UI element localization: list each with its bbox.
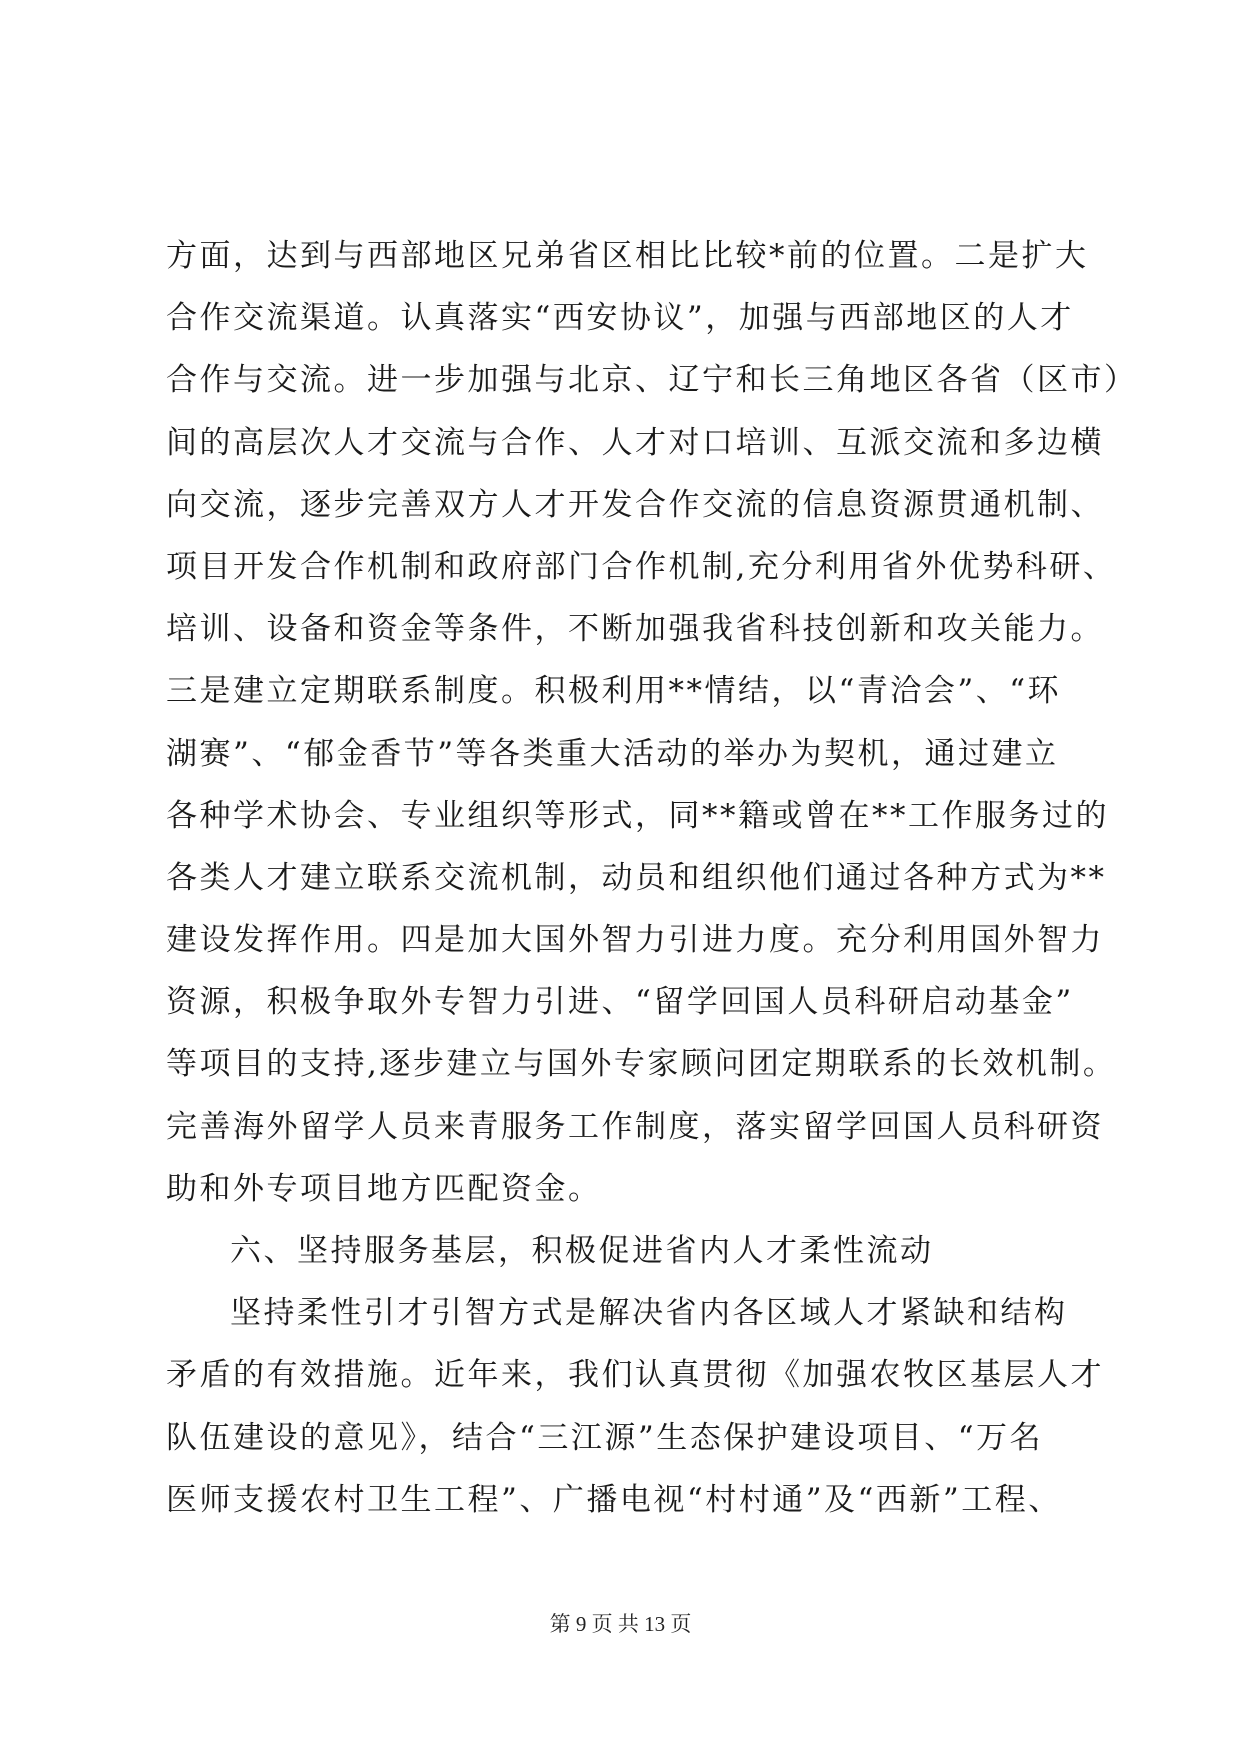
text-line: 各种学术协会、专业组织等形式，同**籍或曾在**工作服务过的	[166, 797, 1109, 834]
text-line: 医师支援农村卫生工程”、广播电视“村村通”及“西新”工程、	[166, 1481, 1062, 1518]
text-line: 湖赛”、“郁金香节”等各类重大活动的举办为契机，通过建立	[166, 735, 1059, 772]
text-line: 等项目的支持,逐步建立与国外专家顾问团定期联系的长效机制。	[166, 1046, 1117, 1083]
text-line: 培训、设备和资金等条件，不断加强我省科技创新和攻关能力。	[166, 611, 1104, 648]
text-line: 坚持柔性引才引智方式是解决省内各区域人才紧缺和结构	[230, 1295, 1068, 1332]
text-line: 项目开发合作机制和政府部门合作机制,充分利用省外优势科研、	[166, 548, 1117, 585]
text-line: 队伍建设的意见》，结合“三江源”生态保护建设项目、“万名	[166, 1419, 1044, 1456]
text-line: 方面，达到与西部地区兄弟省区相比比较*前的位置。二是扩大	[166, 238, 1089, 274]
text-line: 矛盾的有效措施。近年来，我们认真贯彻《加强农牧区基层人才	[166, 1357, 1104, 1394]
text-line: 向交流，逐步完善双方人才开发合作交流的信息资源贯通机制、	[166, 486, 1104, 523]
page-number-label: 第 9 页 共 13 页	[549, 1612, 692, 1636]
text-line: 各类人才建立联系交流机制，动员和组织他们通过各种方式为**	[166, 859, 1107, 896]
text-line: 间的高层次人才交流与合作、人才对口培训、互派交流和多边横	[166, 424, 1104, 461]
text-line: 建设发挥作用。四是加大国外智力引进力度。充分利用国外智力	[166, 922, 1104, 959]
text-line: 合作与交流。进一步加强与北京、辽宁和长三角地区各省（区市）	[166, 362, 1138, 399]
text-line: 助和外专项目地方匹配资金。	[166, 1170, 602, 1207]
section-heading: 六、坚持服务基层，积极促进省内人才柔性流动	[230, 1233, 934, 1269]
text-line: 三是建立定期联系制度。积极利用**情结，以“青洽会”、“环	[166, 673, 1062, 710]
text-line: 合作交流渠道。认真落实“西安协议”，加强与西部地区的人才	[166, 300, 1074, 337]
document-body	[166, 225, 1138, 1531]
text-line: 资源，积极争取外专智力引进、“留学回国人员科研启动基金”	[166, 984, 1074, 1021]
text-line: 完善海外留学人员来青服务工作制度，落实留学回国人员科研资	[166, 1108, 1104, 1145]
page-footer	[0, 1608, 1241, 1638]
